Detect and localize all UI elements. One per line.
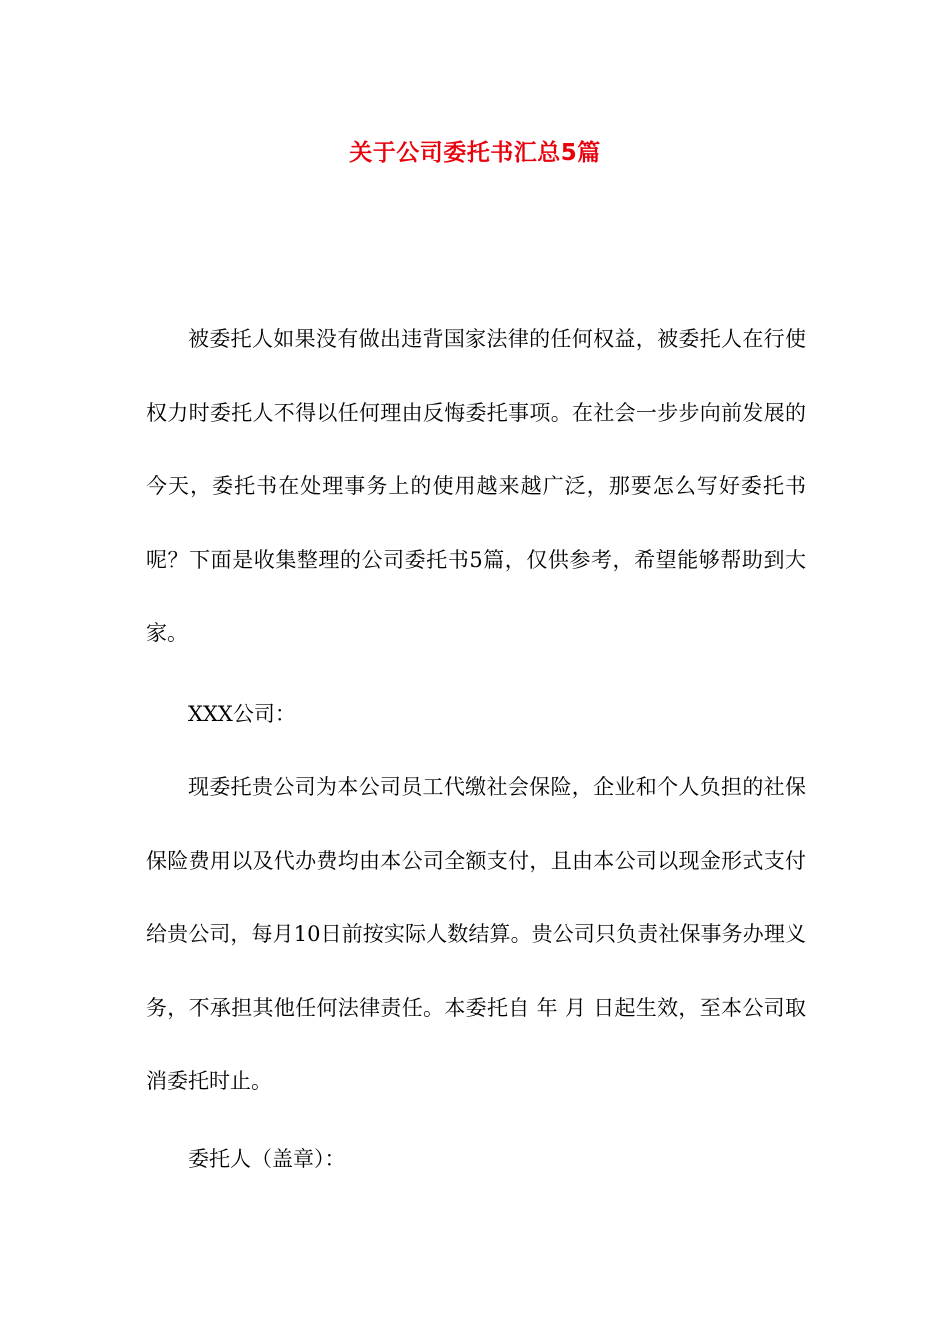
paragraph-text: 委托人（盖章）： [188,1147,346,1171]
body-paragraph-signature [146,1123,806,1197]
body-paragraph-entrustment [146,751,806,1119]
document-title: 关于公司委托书汇总5篇 [349,140,601,166]
body-paragraph-addressee [146,678,806,752]
paragraph-text: 被委托人如果没有做出违背国家法律的任何权益，被委托人在行使权力时委托人不得以任何理由反悔委托事项。在社会一步步向前发展的今天，委托书在处理事务上的使用越来越广泛，那要怎么写好委托书呢？下面是收集整理的公司委托书5篇，仅供参考，希望能够帮助到大家。 [146,327,806,645]
paragraph-text: XXX公司： [188,702,296,726]
body-paragraph-intro [146,303,806,671]
paragraph-text: 现委托贵公司为本公司员工代缴社会保险，企业和个人负担的社保保险费用以及代办费均由本公司全额支付，且由本公司以现金形式支付给贵公司，每月10日前按实际人数结算。贵公司只负责社保事务办理义务，不承担其他任何法律责任。本委托自 年 月 日起生效，至本公司取消委托时止。 [146,775,806,1093]
